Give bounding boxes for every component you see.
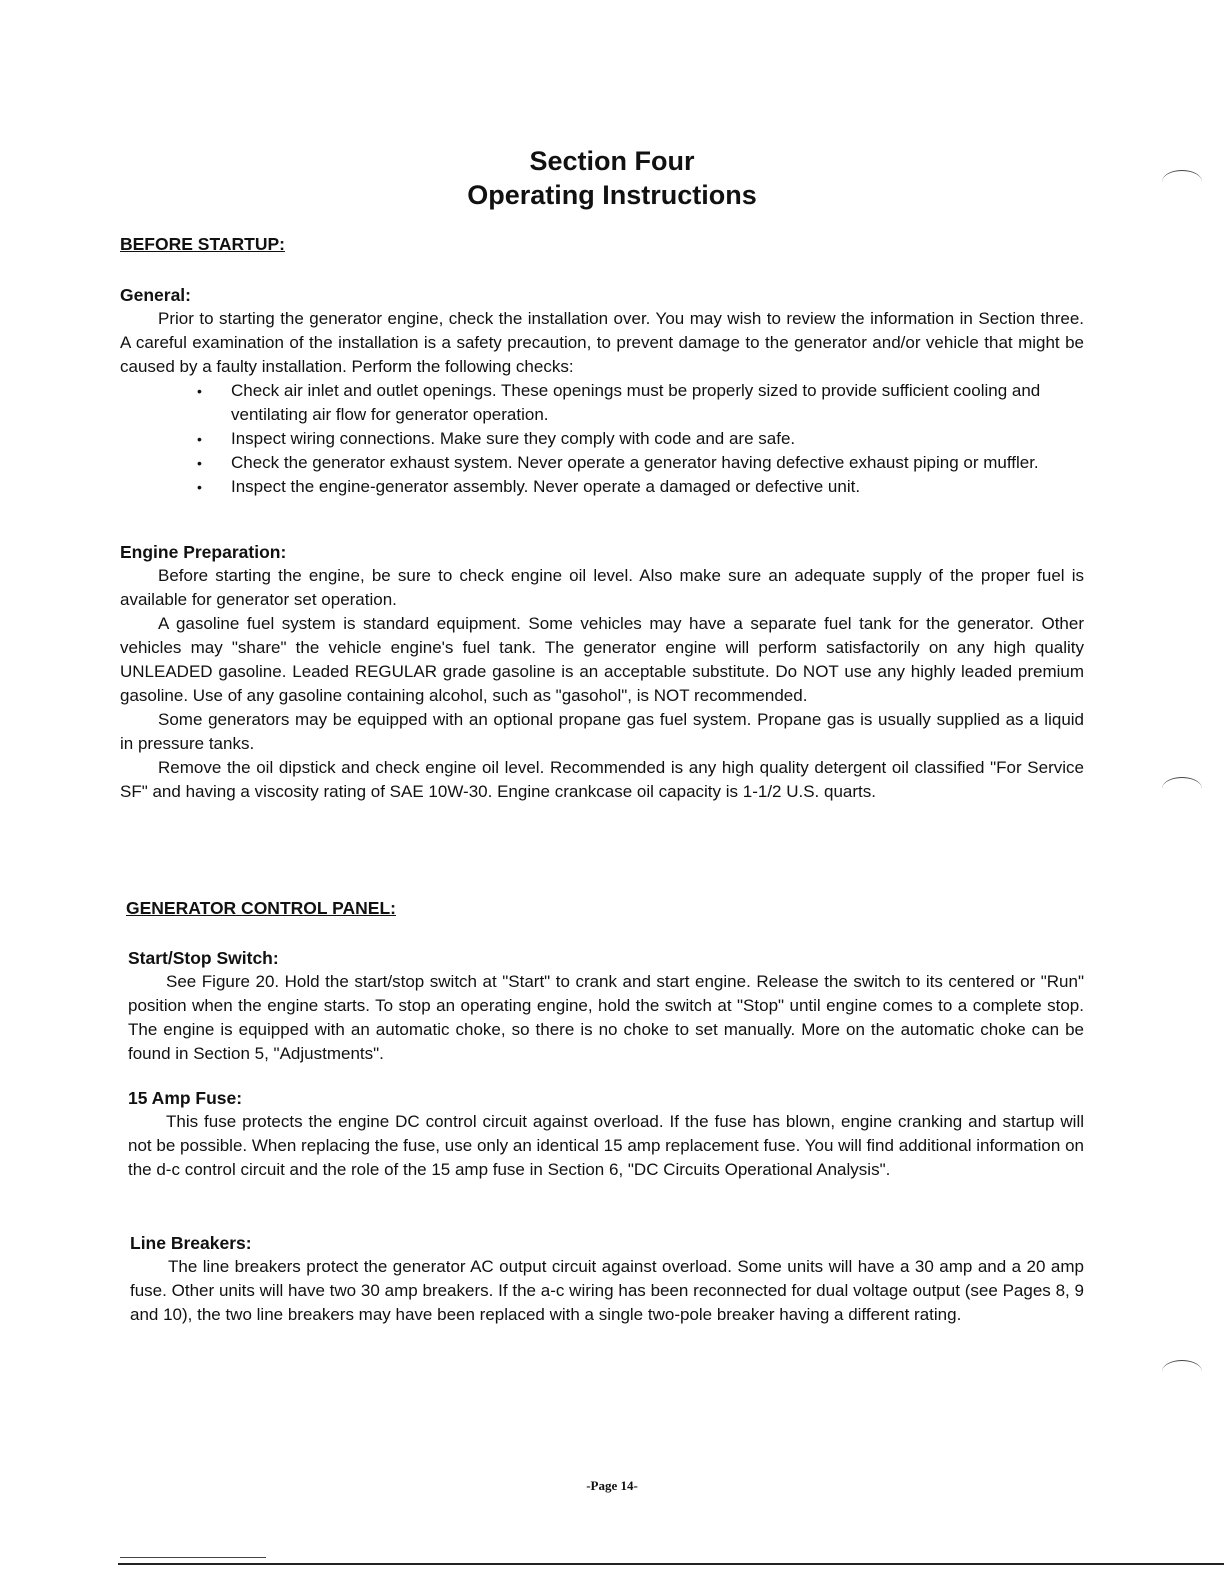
- before-startup-heading: BEFORE STARTUP:: [120, 234, 285, 254]
- page-number: -Page 14-: [586, 1478, 638, 1493]
- check-item-wiring: • Inspect wiring connections. Make sure they comply with code and are safe.: [231, 427, 1084, 451]
- engine-prep-paragraph-propane: Some generators may be equipped with an optional propane gas fuel system. Propane gas is usually supplied as a liquid in pressure tanks.: [120, 710, 1084, 753]
- fuse-heading: 15 Amp Fuse:: [128, 1088, 243, 1108]
- margin-scan-mark: [1162, 777, 1202, 800]
- fuse-section: [128, 1086, 1084, 1182]
- start-stop-section: [128, 946, 1084, 1066]
- margin-scan-mark: [1162, 170, 1202, 193]
- before-startup-heading-block: [120, 234, 1084, 255]
- breakers-paragraph: The line breakers protect the generator AC output circuit against overload. Some units will have a 30 amp and a 20 amp fuse. Other units will have two 30 amp breakers. If the a-c wiring has been reconnected for dual voltage output (see Pages 8, 9 and 10), the two line breakers may have been replaced with a single two-pole breaker having a different rating.: [130, 1257, 1084, 1324]
- bottom-rule: [118, 1563, 1224, 1565]
- general-section: [120, 283, 1084, 499]
- start-stop-heading: Start/Stop Switch:: [128, 948, 279, 968]
- general-paragraph: Prior to starting the generator engine, check the installation over. You may wish to review the information in Section three. A careful examination of the installation is a safety precaution, to prevent damage to the generator and/or vehicle that might be caused by a faulty installation. Perform the following checks:: [120, 309, 1084, 376]
- control-panel-heading: GENERATOR CONTROL PANEL:: [126, 898, 396, 918]
- section-title: Section Four: [529, 146, 695, 176]
- bottom-rule-short: [120, 1557, 266, 1558]
- margin-scan-mark: [1162, 1360, 1202, 1383]
- control-panel-heading-block: [126, 898, 1084, 919]
- check-item-exhaust: • Check the generator exhaust system. Never operate a generator having defective exhaust piping or muffler.: [231, 451, 1084, 475]
- start-stop-paragraph: See Figure 20. Hold the start/stop switch at "Start" to crank and start engine. Release the switch to its centered or "Run" position when the engine starts. To stop an operating engine, hold the switch at "Stop" until engine comes to a complete stop. The engine is equipped with an automatic choke, so there is no choke to set manually. More on the automatic choke can be found in Section 5, "Adjustments".: [128, 972, 1084, 1063]
- checks-list: [120, 379, 1084, 499]
- engine-prep-section: [120, 540, 1084, 804]
- fuse-paragraph: This fuse protects the engine DC control circuit against overload. If the fuse has blown, engine cranking and startup will not be possible. When replacing the fuse, use only an identical 15 amp replacement fuse. You will find additional information on the d-c control circuit and the role of the 15 amp fuse in Section 6, "DC Circuits Operational Analysis".: [128, 1112, 1084, 1179]
- general-heading: General:: [120, 285, 191, 305]
- check-item-assembly: • Inspect the engine-generator assembly. Never operate a damaged or defective unit.: [231, 475, 1084, 499]
- breakers-section: [130, 1231, 1084, 1327]
- check-item-air-inlet: • Check air inlet and outlet openings. These openings must be properly sized to provide sufficient cooling and ventilating air flow for generator operation.: [231, 379, 1084, 427]
- title-block: [0, 144, 1224, 212]
- engine-prep-paragraph-oil: Before starting the engine, be sure to check engine oil level. Also make sure an adequate supply of the proper fuel is available for generator set operation.: [120, 566, 1084, 609]
- breakers-heading: Line Breakers:: [130, 1233, 252, 1253]
- section-subtitle: Operating Instructions: [467, 180, 757, 210]
- engine-prep-paragraph-gasoline: A gasoline fuel system is standard equipment. Some vehicles may have a separate fuel tank for the generator. Other vehicles may "share" the vehicle engine's fuel tank. The generator engine will perform satisfactorily on any high quality UNLEADED gasoline. Leaded REGULAR grade gasoline is an acceptable substitute. Do NOT use any highly leaded premium gasoline. Use of any gasoline containing alcohol, such as "gasohol", is NOT recommended.: [120, 614, 1084, 705]
- engine-prep-paragraph-dipstick: Remove the oil dipstick and check engine oil level. Recommended is any high quality detergent oil classified "For Service SF" and having a viscosity rating of SAE 10W-30. Engine crankcase oil capacity is 1-1/2 U.S. quarts.: [120, 758, 1084, 801]
- engine-prep-heading: Engine Preparation:: [120, 542, 287, 562]
